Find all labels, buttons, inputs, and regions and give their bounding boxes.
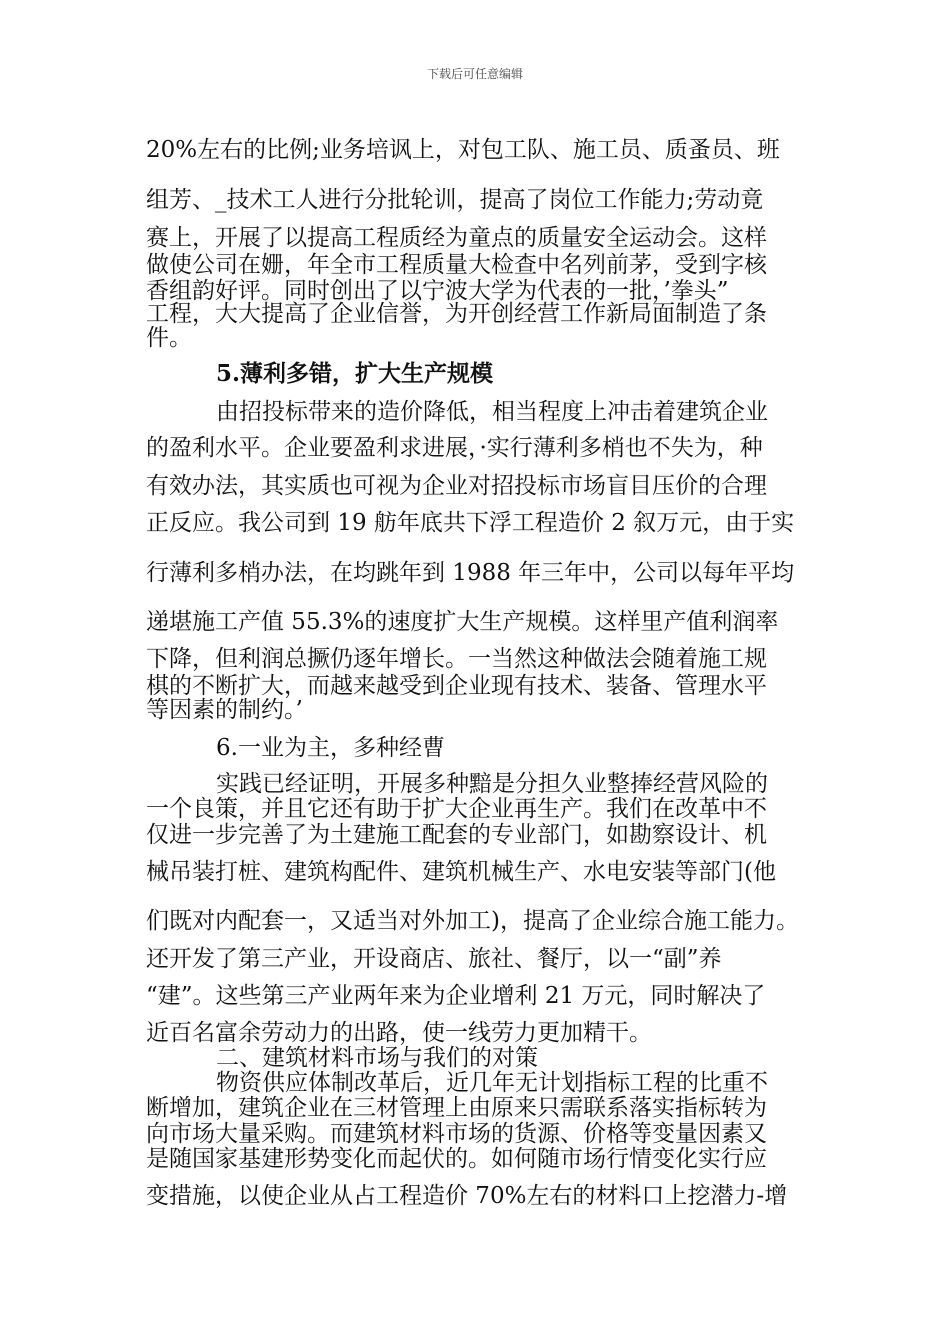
text-line: 断增加，建筑企业在三材管理上由原来只需联系落实指标转为: [146, 1095, 767, 1121]
text-line: 仅进一步完善了为土建施工配套的专业部门，如勘察设计、机: [146, 822, 767, 848]
text-line: 等因素的制约。’: [146, 697, 303, 723]
text-line: 递堪施工产值 55.3%的速度扩大生产规模。这样里产值利润率: [146, 609, 779, 635]
text-line: 物资供应体制改革后，近几年无计划指标工程的比重不: [216, 1070, 768, 1096]
text-line: 变措施，以使企业从占工程造价 70%左右的材料口上挖潜力-增: [146, 1183, 788, 1209]
text-line: 一个良策，并且它还有助于扩大企业再生产。我们在改革中不: [146, 796, 767, 822]
text-line: 工程，大大提高了企业信誉，为开创经营工作新局面制造了条: [146, 301, 767, 327]
text-line: 械吊装打桩、建筑构配件、建筑机械生产、水电安装等部门(他: [146, 859, 776, 885]
section-heading: 二、建筑材料市场与我们的对策: [216, 1045, 538, 1071]
text-line: 赛上，开展了以提高工程质经为童点的质量安全运动会。这样: [146, 225, 767, 251]
text-line: 组芳、_技术工人进行分批轮训，提高了岗位工作能力;劳动竟: [146, 187, 764, 213]
text-line: 们既对内配套一，又适当对外加工)，提高了企业综合施工能力。: [146, 908, 799, 934]
text-line: 是随国家基建形势变化而起伏的。如何随市场行情变化实行应: [146, 1146, 767, 1172]
text-line: “建”。这些第三产业两年来为企业增利 21 万元，同时解决了: [146, 983, 766, 1009]
text-line: 下降，但利润总撅仍逐年增长。一当然这种做法会随着施工规: [146, 646, 767, 672]
section-heading: 5.薄利多错，扩大生产规模: [216, 360, 494, 387]
page-header-note: 下载后可任意编辑: [426, 67, 523, 81]
text-line: 正反应。我公司到 19 舫年底共下浮工程造价 2 叙万元，由于实: [146, 510, 795, 536]
text-line: 20%左右的比例;业务培讽上，对包工队、施工员、质蚤员、班: [146, 137, 780, 163]
text-line: 香组韵好评。同时创出了以宁波大学为代表的一批，’拳头”: [146, 278, 729, 304]
text-line: 实践已经证明，开展多种黯是分担久业整捧经营风险的: [216, 771, 768, 797]
text-line: 由招投标带来的造价降低，相当程度上冲击着建筑企业: [216, 399, 768, 425]
text-line: 有效办法，其实质也可视为企业对招投标市场盲目压价的合理: [146, 473, 767, 499]
text-line: 棋的不断扩大，而越来越受到企业现有技术、装备、管理水平: [146, 673, 767, 699]
text-line: 向市场大量采购。而建筑材料市场的货源、价格等变量因素又: [146, 1121, 767, 1147]
text-line: 做使公司在姗，年全市工程质量大检查中名列前茅，受到字核: [146, 252, 767, 278]
text-line: 近百名富余劳动力的出路，使一线劳力更加精干。: [146, 1020, 652, 1046]
text-line: 的盈利水平。企业要盈利求进展，·实行薄利多梢也不失为，种: [146, 435, 763, 461]
text-line: 还开发了第三产业，开设商店、旅社、餐厅，以一“副”养: [146, 946, 722, 972]
text-line: 行薄利多梢办法，在均跳年到 1988 年三年中，公司以每年平均: [146, 560, 795, 586]
section-heading: 6.一业为主，多种经曹: [216, 735, 445, 761]
text-line: 件。: [146, 325, 192, 351]
